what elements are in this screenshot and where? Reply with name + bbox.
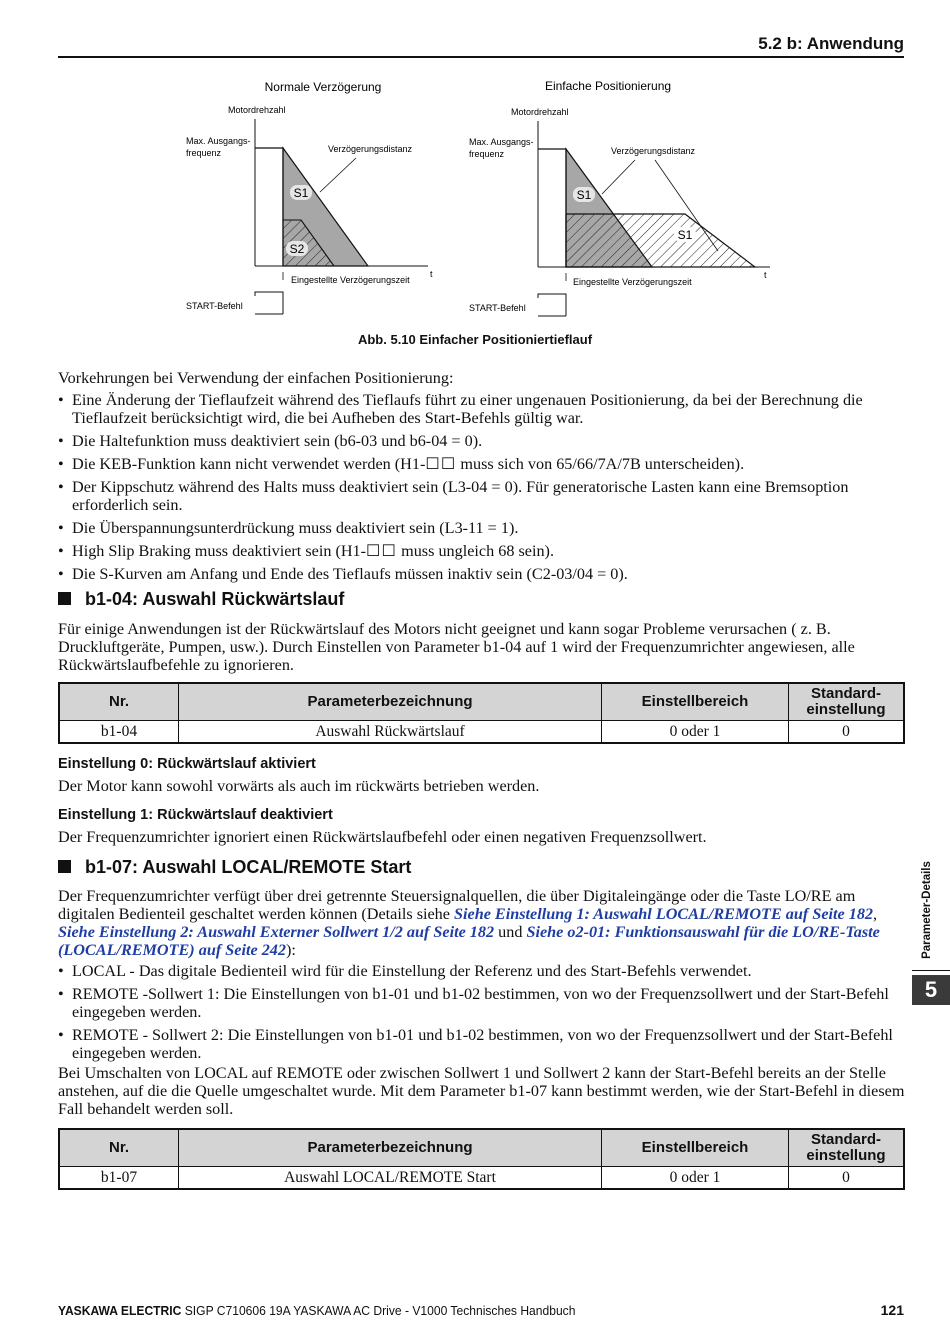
placeholder-boxes: ☐☐ [366,542,398,560]
list-item: • High Slip Braking muss deaktiviert sein (H1-☐☐ muss ungleich 68 sein). [58,542,905,560]
left-start-cmd-label: START-Befehl [186,301,243,311]
chapter-number-badge: 5 [912,975,950,1005]
right-max-freq-label-1: Max. Ausgangs- [469,137,534,147]
side-tab-rule [912,970,950,971]
cell-nr: b1-07 [59,1167,179,1190]
table-row [59,721,904,744]
list-item: • REMOTE -Sollwert 1: Die Einstellungen von b1-01 und b1-02 bestimmen, von wo der Frequenzsollwert und der Start-Befehl eingegeben werden. [58,985,905,1021]
right-start-cmd-label: START-Befehl [469,303,526,313]
list-item: • REMOTE - Sollwert 2: Die Einstellungen von b1-01 und b1-02 bestimmen, von wo der Frequenzsollwert und der Start-Befehl eingegeben werden. [58,1026,905,1062]
col-header-name: Parameterbezeichnung [179,1129,602,1167]
setting-1-text: Der Frequenzumrichter ignoriert einen Rückwärtslaufbefehl oder einen negativen Frequenzsollwert. [58,828,707,846]
right-motor-speed-label: Motordrehzahl [511,107,569,117]
placeholder-boxes: ☐☐ [425,455,457,473]
right-s1b-label: S1 [677,228,693,242]
b104-intro: Für einige Anwendungen ist der Rückwärtslauf des Motors nicht geeignet und kann sogar Probleme verursachen ( z. B. Druckluftgeräte, Pumpen, usw.). Durch Einstellen von Parameter b1-04 auf 1 wird der Frequenzumrichter angewiesen, alle Rückwärtslaufbefehle zu ignorieren. [58,620,855,674]
precautions-list [58,391,905,583]
footer-doc-info: YASKAWA ELECTRIC SIGP C710606 19A YASKAWA AC Drive - V1000 Technisches Handbuch [58,1303,576,1318]
section-title: 5.2 b: Anwendung [758,34,904,53]
col-header-nr: Nr. [59,683,179,721]
b107-intro: Der Frequenzumrichter verfügt über drei getrennte Steuersignalquellen, die über Digitaleingänge oder die Taste LO/RE am digitalen Bedienteil geschaltet werden können (Details siehe Siehe Einstellung 1: Auswahl LOCAL/REMOTE auf Seite 182, Siehe Einstellung 2: Auswahl Externer Sollwert 1/2 auf Seite 182 und Siehe o2-01: Funktionsauswahl für die LO/RE-Taste (LOCAL/REMOTE) auf Seite 242): [58,887,880,959]
list-item: • Die KEB-Funktion kann nicht verwendet werden (H1-☐☐ muss sich von 65/66/7A/7B unterscheiden). [58,455,905,473]
precautions-block [58,369,905,588]
section-heading-b1-07: b1-07: Auswahl LOCAL/REMOTE Start [58,857,411,878]
list-item: • Die Haltefunktion muss deaktiviert sein (b6-03 und b6-04 = 0). [58,432,905,450]
decel-diagram [180,74,780,324]
figure-caption: Abb. 5.10 Einfacher Positioniertieflauf [357,332,593,347]
cell-nr: b1-04 [59,721,179,744]
left-max-freq-label-1: Max. Ausgangs- [186,136,251,146]
link-setting-2[interactable]: Siehe Einstellung 2: Auswahl Externer Sollwert 1/2 auf Seite 182 [58,923,495,941]
link-o2-01[interactable]: Siehe o2-01: Funktionsauswahl für die LO/RE-Taste (LOCAL/REMOTE) auf Seite 242 [58,923,880,959]
section-bullet-square [58,592,71,605]
left-diagram-title: Normale Verzögerung [264,80,382,94]
left-t-label: t [430,269,433,279]
link-setting-1[interactable]: Siehe Einstellung 1: Auswahl LOCAL/REMOTE auf Seite 182 [454,905,874,923]
col-header-name: Parameterbezeichnung [179,683,602,721]
list-item: • Der Kippschutz während des Halts muss deaktiviert sein (L3-04 = 0). Für generatorische Lasten kann eine Bremsoption erforderlich sein. [58,478,905,514]
cell-default: 0 [789,721,905,744]
section-heading-b1-04: b1-04: Auswahl Rückwärtslauf [58,589,344,610]
col-header-range: Einstellbereich [602,1129,789,1167]
left-decel-distance-label: Verzögerungsdistanz [328,144,413,154]
table-row [59,1167,904,1190]
header-rule [58,56,904,58]
b107-list-block [58,962,905,1067]
precautions-intro: Vorkehrungen bei Verwendung der einfachen Positionierung: [58,369,454,387]
col-header-default: Standard- einstellung [789,683,905,721]
setting-0-heading: Einstellung 0: Rückwärtslauf aktiviert [58,756,316,772]
right-diagram-title: Einfache Positionierung [544,79,672,93]
right-decel-time-label: Eingestellte Verzögerungszeit [573,277,692,287]
left-decel-time-label: Eingestellte Verzögerungszeit [291,275,410,285]
cell-range: 0 oder 1 [602,1167,789,1190]
col-header-nr: Nr. [59,1129,179,1167]
left-max-freq-label-2: frequenz [186,148,222,158]
right-decel-distance-label: Verzögerungsdistanz [611,146,696,156]
setting-0-text: Der Motor kann sowohl vorwärts als auch im rückwärts betrieben werden. [58,777,540,795]
col-header-default: Standard- einstellung [789,1129,905,1167]
page-number: 121 [880,1302,904,1318]
list-item: • Die S-Kurven am Anfang und Ende des Tieflaufs müssen inaktiv sein (C2-03/04 = 0). [58,565,905,583]
list-item: • Die Überspannungsunterdrückung muss deaktiviert sein (L3-11 = 1). [58,519,905,537]
right-s1-label: S1 [576,188,592,202]
param-table-b1-04 [58,682,905,744]
cell-range: 0 oder 1 [602,721,789,744]
side-tab-label: Parameter-Details [921,861,933,959]
left-s1-label: S1 [293,186,309,200]
list-item: • Eine Änderung der Tieflaufzeit während des Tieflaufs führt zu einer ungenauen Positionierung, da bei der Berechnung die Tieflaufzeit berücksichtigt wird, die bei Aufheben des Start-Befehls gültig war. [58,391,905,427]
cell-name: Auswahl Rückwärtslauf [179,721,602,744]
right-max-freq-label-2: frequenz [469,149,505,159]
cell-name: Auswahl LOCAL/REMOTE Start [179,1167,602,1190]
list-item: • LOCAL - Das digitale Bedienteil wird für die Einstellung der Referenz und des Start-Befehls verwendet. [58,962,905,980]
param-table-b1-07 [58,1128,905,1190]
col-header-range: Einstellbereich [602,683,789,721]
b107-list [58,962,905,1062]
right-s1b-area [566,214,755,267]
cell-default: 0 [789,1167,905,1190]
left-motor-speed-label: Motordrehzahl [228,105,286,115]
setting-1-heading: Einstellung 1: Rückwärtslauf deaktiviert [58,807,333,823]
left-s2-label: S2 [289,242,305,256]
right-t-label: t [764,270,767,280]
section-bullet-square [58,860,71,873]
b107-closing: Bei Umschalten von LOCAL auf REMOTE oder zwischen Sollwert 1 und Sollwert 2 kann der Start-Befehl bereits an der Stelle anstehen, auf die die Quelle umgeschaltet wurde. Mit dem Parameter b1-07 kann bestimmt werden, wie der Start-Befehl in diesem Fall behandelt werden soll. [58,1064,905,1118]
